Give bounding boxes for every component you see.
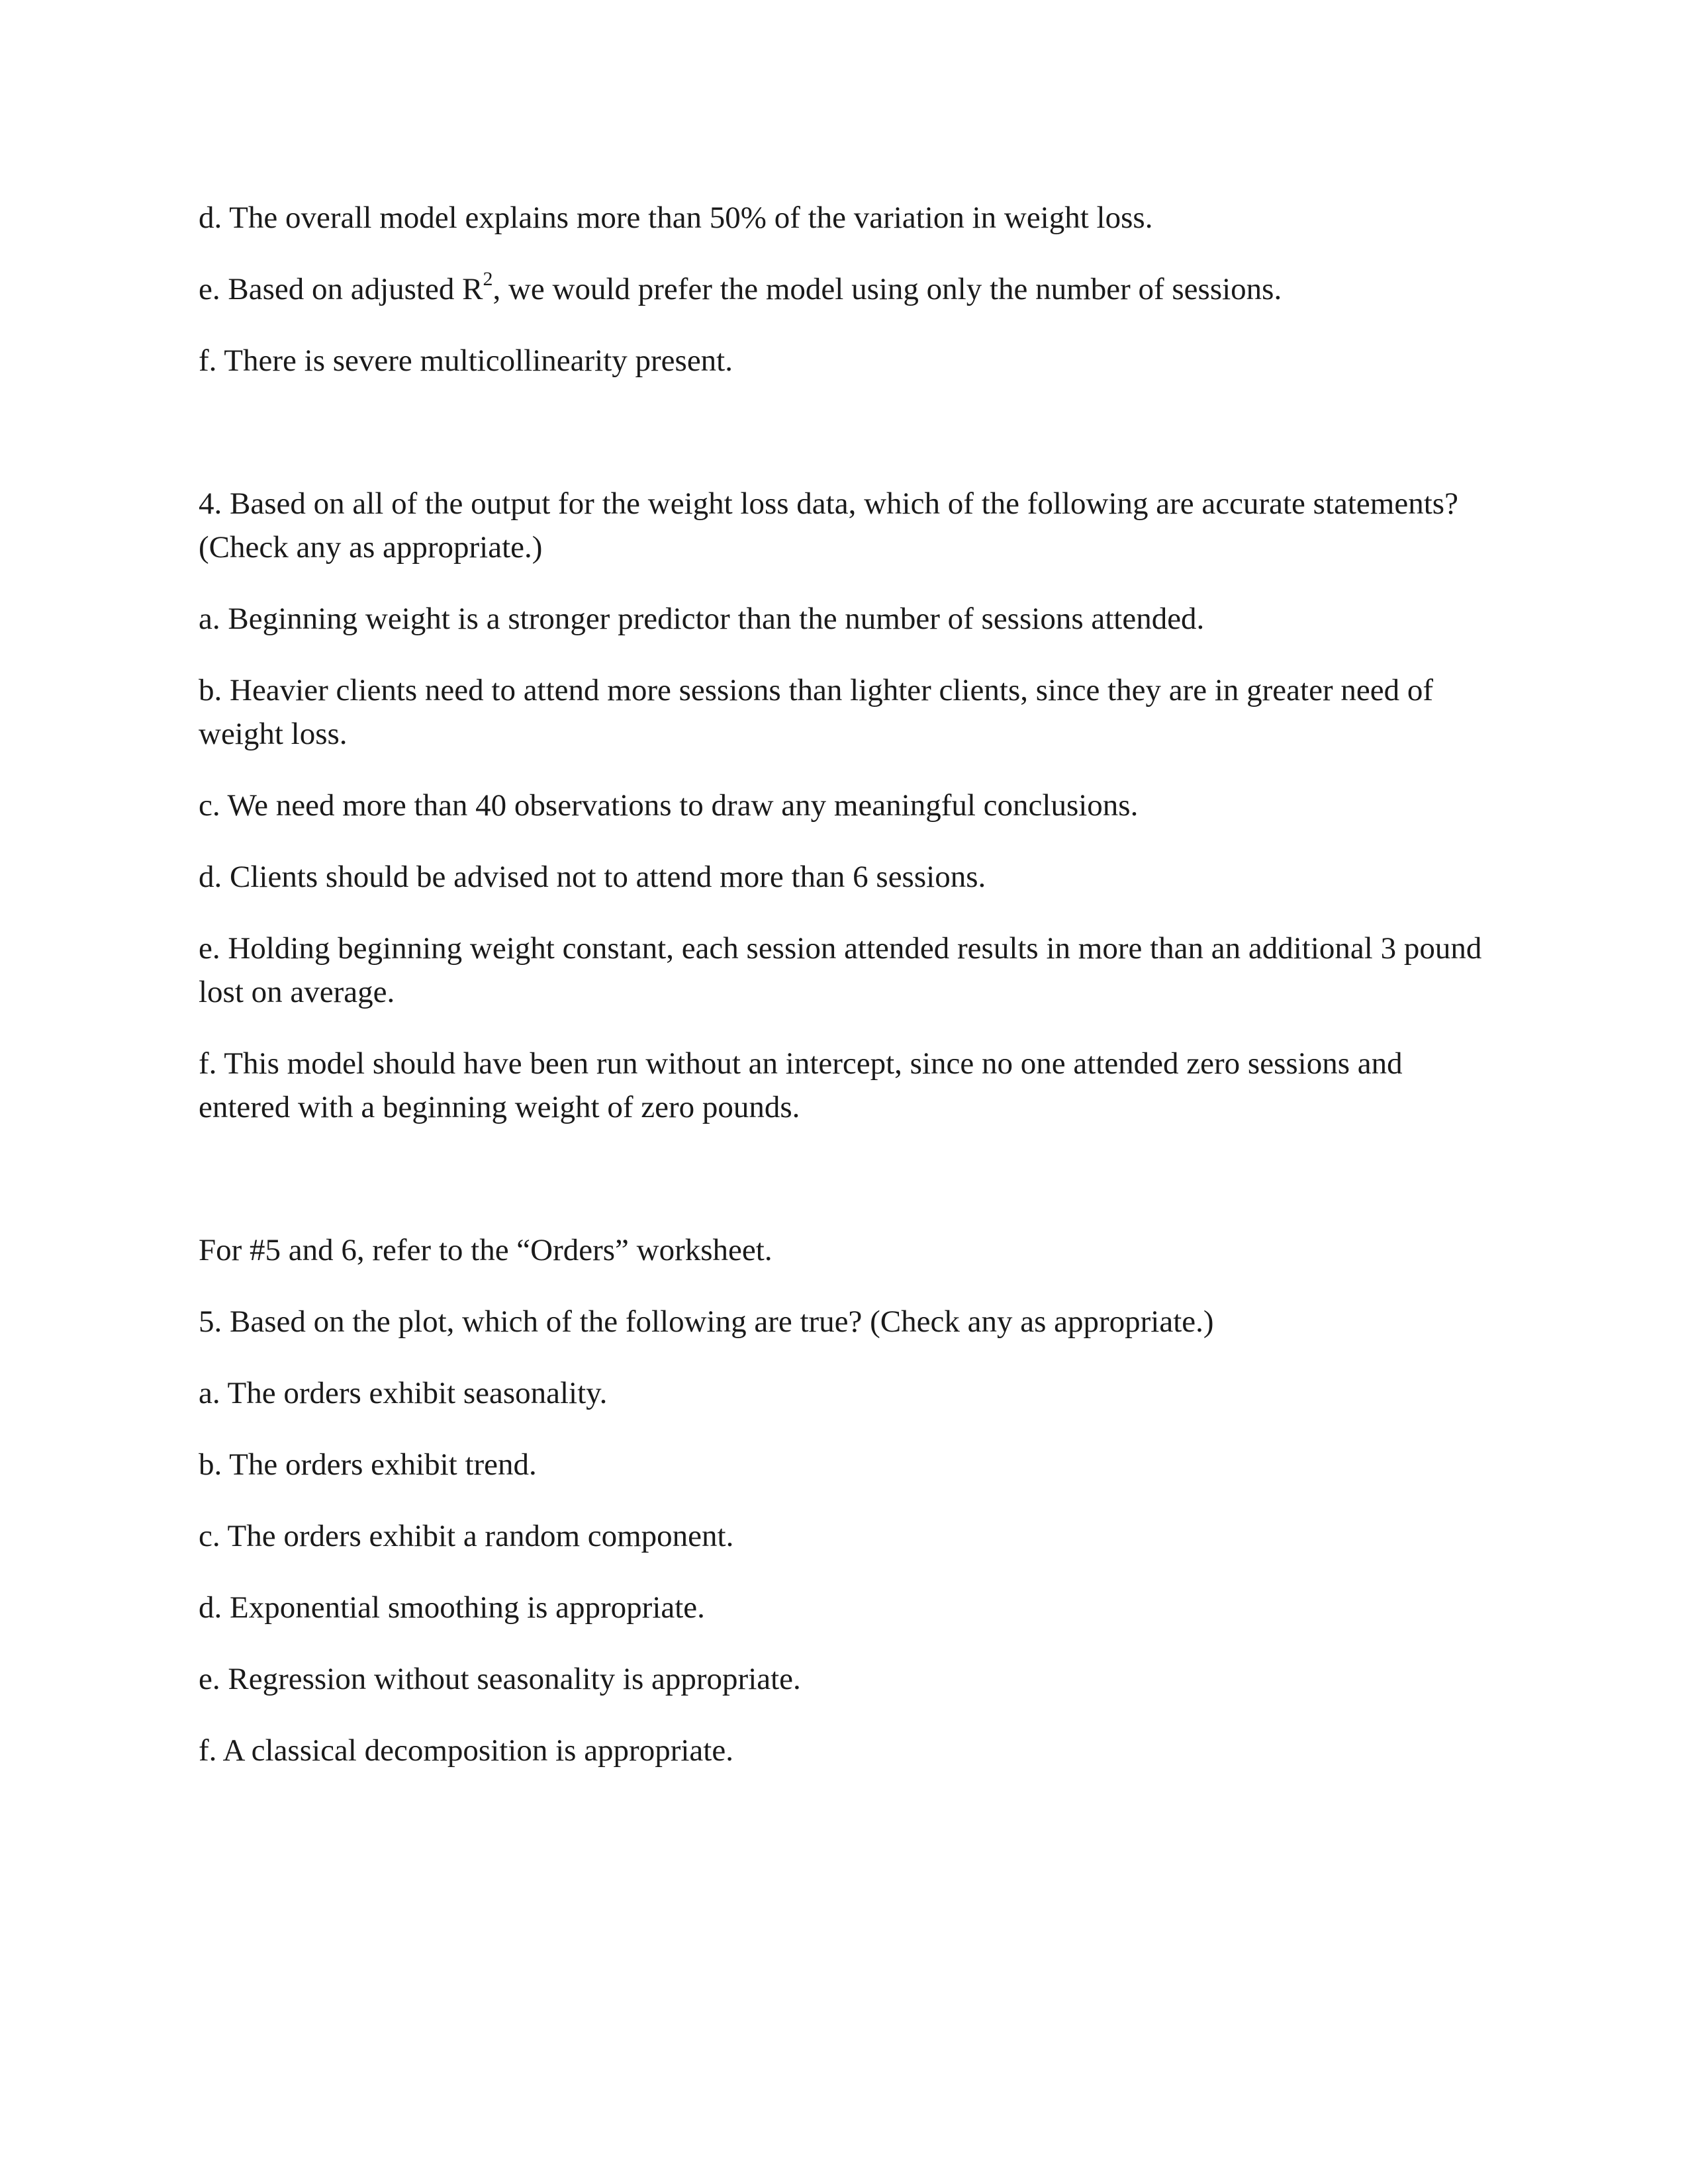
q3-option-f: f. There is severe multicollinearity present. bbox=[199, 343, 733, 378]
superscript-2: 2 bbox=[483, 268, 493, 291]
q3-option-d: d. The overall model explains more than 50% of the variation in weight loss. bbox=[199, 201, 1153, 235]
q4-option-a: a. Beginning weight is a stronger predictor than the number of sessions attended. bbox=[199, 602, 1205, 636]
q5-option-e: e. Regression without seasonality is appropriate. bbox=[199, 1662, 801, 1696]
q4-stem: 4. Based on all of the output for the weight loss data, which of the following are accurate statements? (Check any as appropriate.) bbox=[199, 486, 1458, 565]
q5-stem: 5. Based on the plot, which of the following are true? (Check any as appropriate.) bbox=[199, 1304, 1214, 1339]
q5-option-b: b. The orders exhibit trend. bbox=[199, 1447, 537, 1482]
q4-option-b: b. Heavier clients need to attend more sessions than lighter clients, since they are in greater need of weight loss. bbox=[199, 673, 1433, 751]
q4-option-e: e. Holding beginning weight constant, each session attended results in more than an additional 3 pound lost on average. bbox=[199, 931, 1482, 1009]
orders-intro: For #5 and 6, refer to the “Orders” worksheet. bbox=[199, 1233, 773, 1267]
q5-option-a: a. The orders exhibit seasonality. bbox=[199, 1376, 608, 1410]
q3-option-e-text-start: e. Based on adjusted R bbox=[199, 272, 483, 306]
q4-option-d: d. Clients should be advised not to attend more than 6 sessions. bbox=[199, 860, 986, 894]
q4-option-f: f. This model should have been run without an intercept, since no one attended zero sessions and entered with a beginning weight of zero pounds. bbox=[199, 1046, 1403, 1124]
q3-option-e-text-end: , we would prefer the model using only the number of sessions. bbox=[492, 272, 1282, 306]
q5-option-f: f. A classical decomposition is appropriate. bbox=[199, 1733, 733, 1768]
q3-option-e bbox=[199, 267, 1496, 311]
q4-option-c: c. We need more than 40 observations to draw any meaningful conclusions. bbox=[199, 788, 1139, 823]
q5-option-d: d. Exponential smoothing is appropriate. bbox=[199, 1590, 705, 1625]
q5-option-c: c. The orders exhibit a random component. bbox=[199, 1519, 734, 1553]
